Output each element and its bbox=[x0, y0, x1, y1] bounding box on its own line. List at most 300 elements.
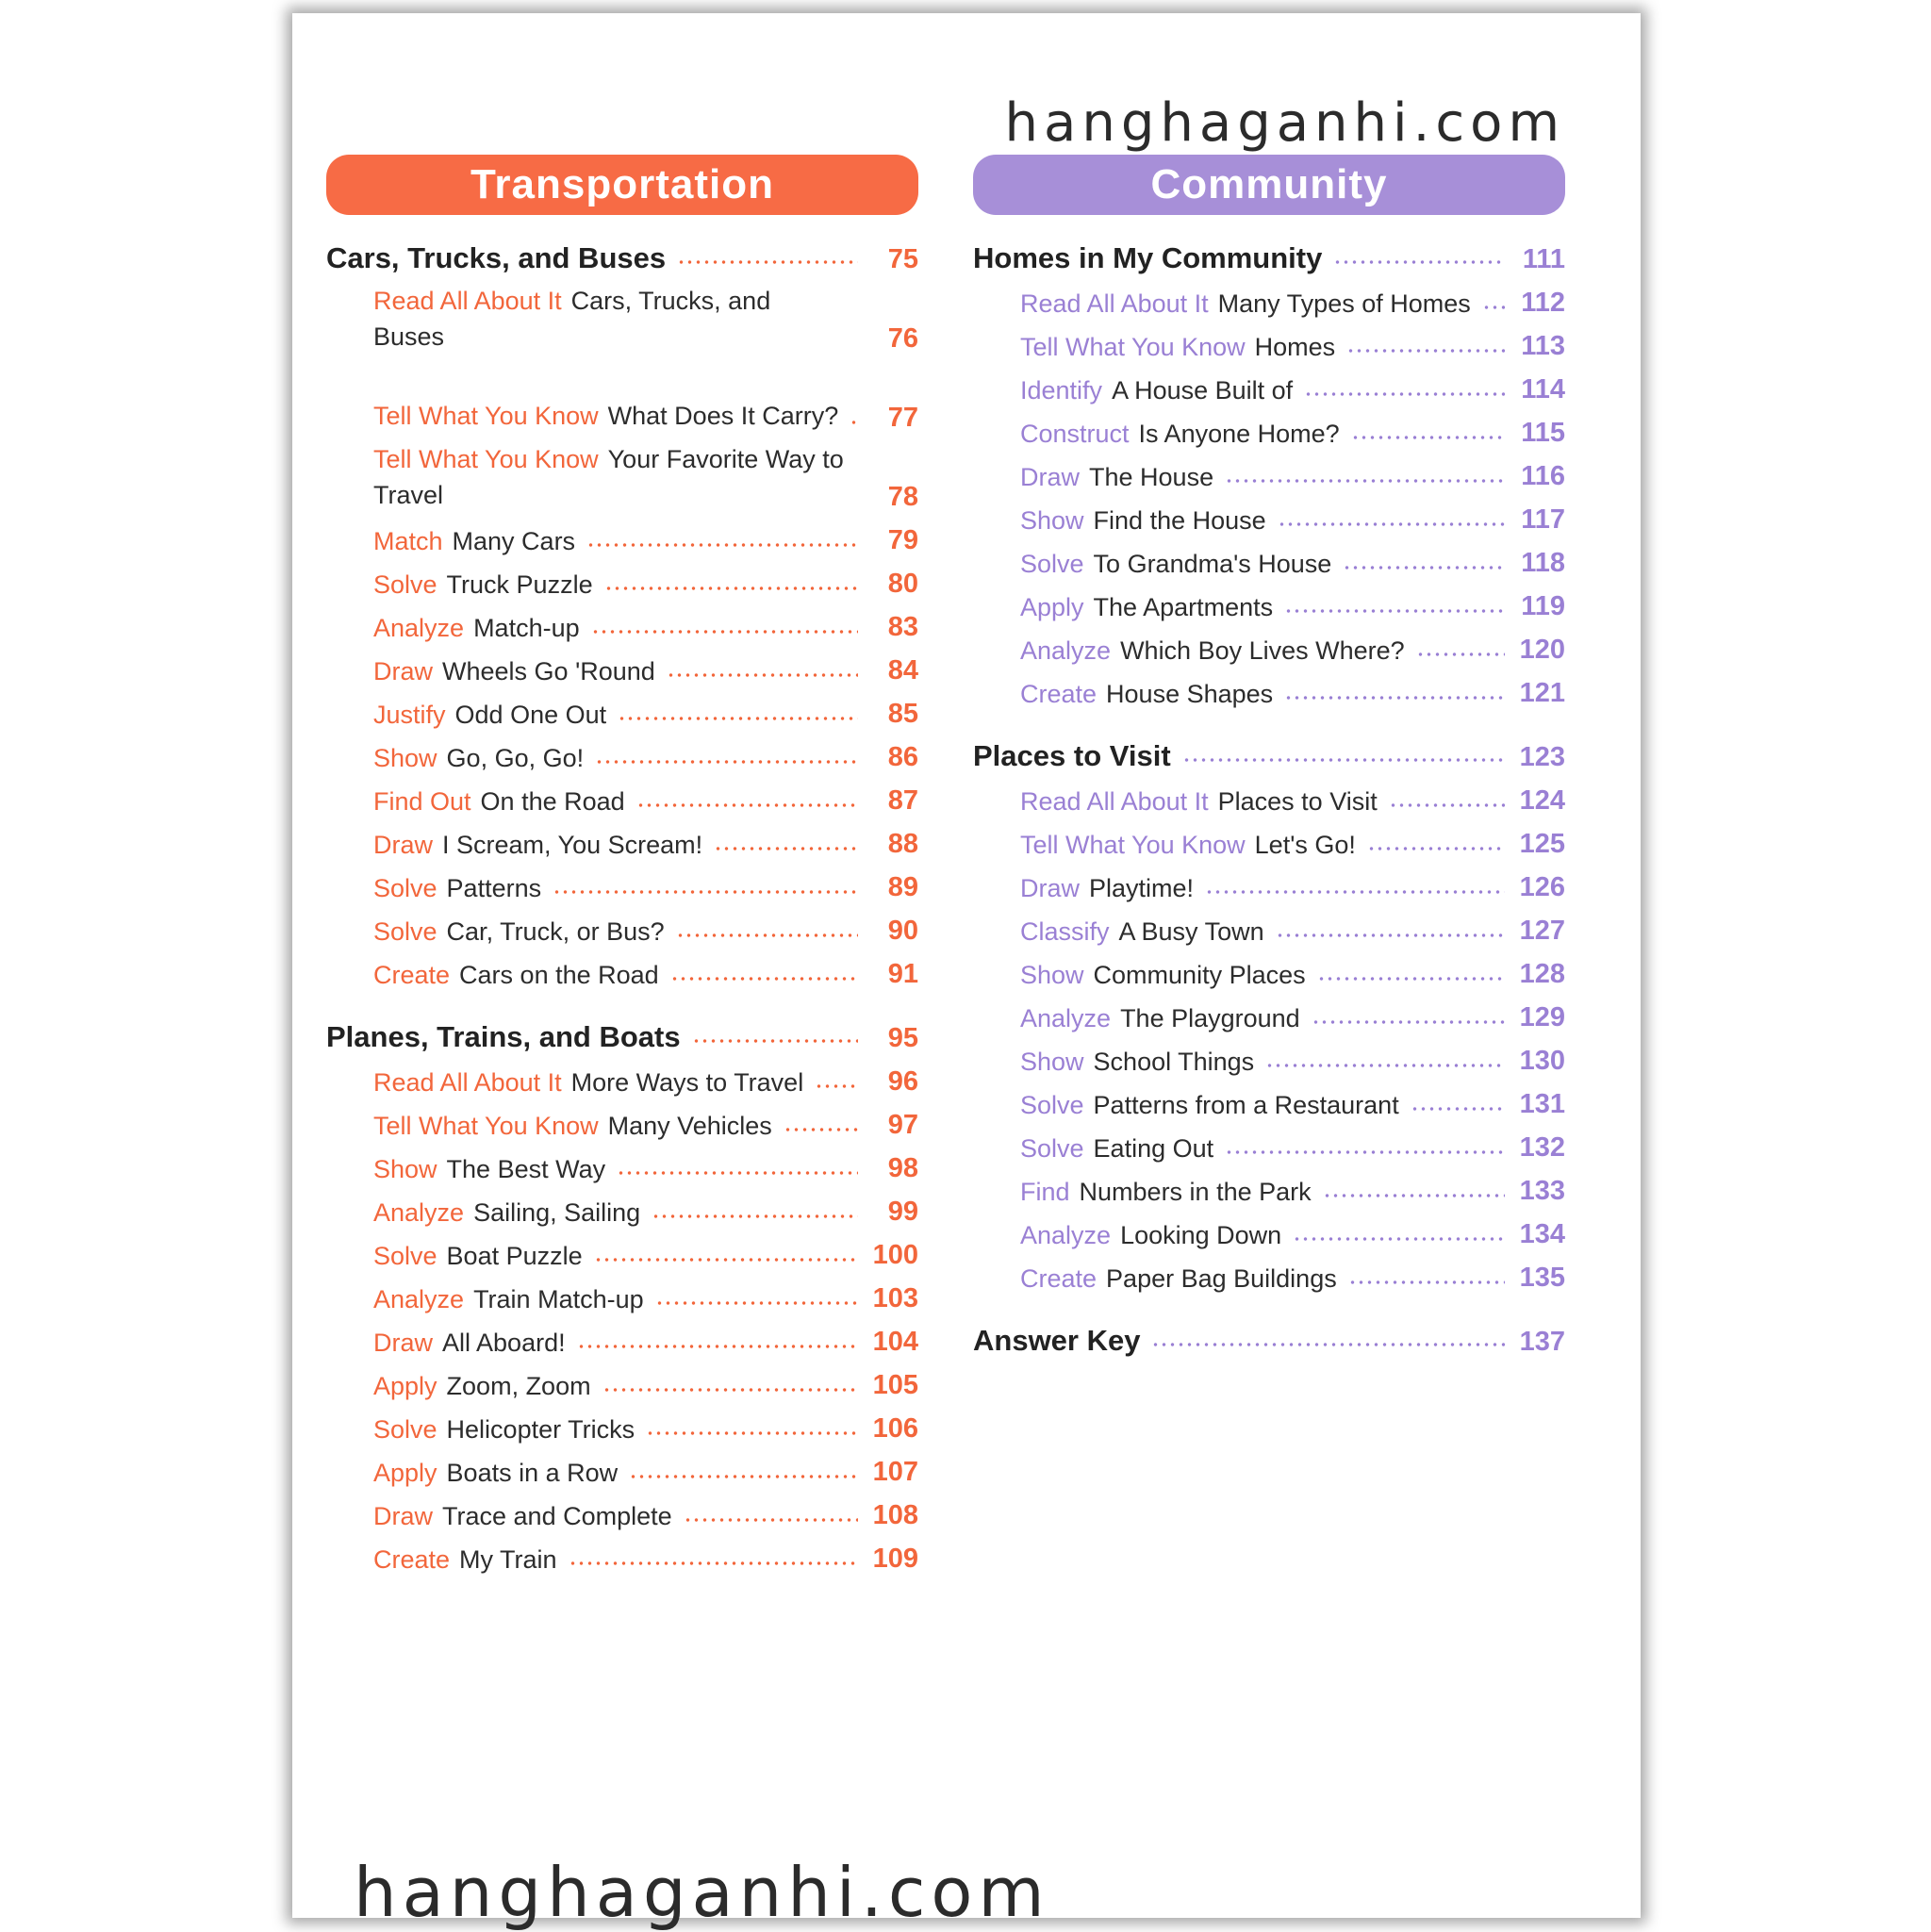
entry-verb: Show bbox=[373, 1155, 437, 1183]
entry-title: More Ways to Travel bbox=[570, 1068, 804, 1097]
entry-text bbox=[373, 441, 847, 513]
entry-page: 131 bbox=[1519, 1089, 1565, 1119]
entry-text bbox=[373, 398, 838, 434]
entry-text bbox=[373, 1198, 640, 1228]
dot-leader bbox=[569, 1561, 858, 1565]
toc-entry[interactable] bbox=[326, 1314, 918, 1358]
entry-verb: Draw bbox=[373, 657, 434, 685]
entry-text bbox=[373, 570, 593, 600]
toc-entry[interactable] bbox=[326, 1054, 918, 1098]
entry-page: 124 bbox=[1519, 785, 1565, 816]
entry-page: 113 bbox=[1521, 331, 1565, 361]
entry-text bbox=[373, 657, 655, 686]
entry-verb: Solve bbox=[1020, 550, 1084, 578]
entry-text bbox=[373, 1155, 605, 1184]
toc-entry[interactable] bbox=[326, 817, 918, 860]
entry-page: 105 bbox=[872, 1370, 918, 1400]
entry-text bbox=[1020, 787, 1378, 817]
entry-title: Truck Puzzle bbox=[446, 570, 593, 599]
toc-section bbox=[326, 226, 918, 990]
entry-page: 135 bbox=[1519, 1263, 1565, 1293]
entry-title: Helicopter Tricks bbox=[446, 1415, 635, 1444]
entry-title: Patterns bbox=[446, 874, 542, 902]
dot-leader bbox=[1225, 1150, 1505, 1154]
toc-entry[interactable] bbox=[326, 947, 918, 990]
dot-leader bbox=[577, 1345, 858, 1348]
community-column bbox=[973, 155, 1565, 1358]
transportation-sections bbox=[326, 226, 918, 1575]
entry-text bbox=[373, 1242, 583, 1271]
entry-page: 87 bbox=[887, 785, 918, 816]
dot-leader bbox=[595, 760, 858, 764]
entry-verb: Draw bbox=[373, 831, 434, 859]
toc-entry[interactable] bbox=[326, 1228, 918, 1271]
entry-title: The Playground bbox=[1120, 1004, 1300, 1032]
entry-title: Car, Truck, or Bus? bbox=[446, 917, 665, 946]
dot-leader bbox=[684, 1518, 858, 1522]
entry-verb: Draw bbox=[373, 1329, 434, 1357]
dot-leader bbox=[1312, 1020, 1505, 1024]
entry-text bbox=[373, 614, 580, 643]
entry-page: 85 bbox=[887, 699, 918, 729]
entry-verb: Tell What You Know bbox=[373, 445, 599, 473]
toc-entry[interactable] bbox=[326, 1098, 918, 1141]
entry-page: 84 bbox=[887, 655, 918, 685]
entry-title: Eating Out bbox=[1093, 1134, 1214, 1163]
entry-page: 107 bbox=[872, 1457, 918, 1487]
entry-page: 97 bbox=[887, 1110, 918, 1140]
entry-title: Patterns from a Restaurant bbox=[1093, 1091, 1399, 1119]
toc-entry[interactable] bbox=[973, 947, 1565, 990]
entry-text bbox=[373, 527, 575, 556]
entry-title: Zoom, Zoom bbox=[446, 1372, 591, 1400]
entry-page: 79 bbox=[887, 525, 918, 555]
dot-leader bbox=[670, 977, 858, 981]
entry-verb: Analyze bbox=[373, 614, 465, 642]
community-banner: Community bbox=[973, 155, 1565, 215]
entry-verb: Tell What You Know bbox=[1020, 831, 1246, 859]
toc-entry[interactable] bbox=[973, 773, 1565, 817]
answer-key-title: Answer Key bbox=[973, 1324, 1141, 1357]
entry-verb: Draw bbox=[1020, 463, 1081, 491]
toc-entry[interactable] bbox=[973, 405, 1565, 449]
entry-verb: Draw bbox=[1020, 874, 1081, 902]
entry-title: To Grandma's House bbox=[1093, 550, 1332, 578]
toc-entry[interactable] bbox=[326, 903, 918, 947]
entry-text bbox=[1020, 289, 1471, 319]
toc-entry[interactable] bbox=[326, 1358, 918, 1401]
toc-entry[interactable] bbox=[973, 1077, 1565, 1120]
entry-title: Cars, Trucks, and Buses bbox=[373, 287, 771, 351]
dot-leader bbox=[1343, 566, 1505, 570]
entry-title: Go, Go, Go! bbox=[446, 744, 585, 772]
entry-verb: Show bbox=[1020, 506, 1084, 535]
entry-page: 129 bbox=[1519, 1002, 1565, 1032]
dot-leader bbox=[1278, 522, 1505, 526]
entry-verb: Solve bbox=[373, 917, 437, 946]
entry-title: What Does It Carry? bbox=[607, 402, 839, 430]
entry-page: 106 bbox=[872, 1413, 918, 1444]
entry-text bbox=[373, 961, 659, 990]
entry-verb: Solve bbox=[373, 874, 437, 902]
entry-verb: Create bbox=[373, 1545, 451, 1574]
entry-text bbox=[373, 1068, 803, 1098]
toc-entry[interactable] bbox=[326, 730, 918, 773]
entry-title: Boats in a Row bbox=[446, 1459, 619, 1487]
entry-title: My Train bbox=[459, 1545, 557, 1574]
toc-entry[interactable] bbox=[973, 666, 1565, 709]
entry-text bbox=[1020, 550, 1331, 579]
entry-title: Community Places bbox=[1093, 961, 1306, 989]
entry-page: 120 bbox=[1519, 635, 1565, 665]
toc-entry[interactable] bbox=[326, 1184, 918, 1228]
entry-page: 100 bbox=[872, 1240, 918, 1270]
dot-leader bbox=[1333, 260, 1505, 264]
toc-entry[interactable] bbox=[973, 319, 1565, 362]
entry-title: The Apartments bbox=[1093, 593, 1274, 621]
entry-text bbox=[1020, 376, 1293, 405]
toc-entry[interactable] bbox=[973, 817, 1565, 860]
toc-entry[interactable] bbox=[326, 773, 918, 817]
toc-entry[interactable] bbox=[973, 536, 1565, 579]
dot-leader bbox=[604, 586, 858, 590]
entry-verb: Show bbox=[1020, 1048, 1084, 1076]
transportation-column bbox=[326, 155, 918, 1590]
entry-verb: Read All About It bbox=[1020, 787, 1209, 816]
toc-entry[interactable] bbox=[326, 1488, 918, 1531]
entry-text bbox=[1020, 420, 1340, 449]
toc-entry[interactable] bbox=[326, 513, 918, 556]
entry-page: 133 bbox=[1519, 1176, 1565, 1206]
entry-text bbox=[1020, 1004, 1300, 1033]
entry-text bbox=[373, 1545, 557, 1575]
watermark-bottom: hanghaganhi.com bbox=[354, 1853, 1050, 1932]
entry-page: 114 bbox=[1521, 374, 1565, 405]
entry-page: 121 bbox=[1519, 678, 1565, 708]
toc-entry[interactable] bbox=[973, 622, 1565, 666]
dot-leader bbox=[1284, 696, 1505, 700]
toc-entry[interactable] bbox=[326, 643, 918, 686]
entry-text bbox=[1020, 680, 1273, 709]
entry-title: A Busy Town bbox=[1118, 917, 1264, 946]
entry-text bbox=[1020, 831, 1356, 860]
section-page: 95 bbox=[887, 1023, 918, 1053]
entry-page: 134 bbox=[1519, 1219, 1565, 1249]
toc-entry[interactable] bbox=[326, 1531, 918, 1575]
dot-leader bbox=[1348, 1280, 1505, 1284]
dot-leader bbox=[618, 717, 858, 720]
entry-text bbox=[373, 744, 584, 773]
entry-title: Many Vehicles bbox=[607, 1112, 772, 1140]
entry-title: Playtime! bbox=[1089, 874, 1195, 902]
toc-entry[interactable] bbox=[973, 1033, 1565, 1077]
entry-text bbox=[373, 1372, 591, 1401]
entry-text bbox=[1020, 1091, 1399, 1120]
entry-page: 99 bbox=[887, 1197, 918, 1227]
entry-title: All Aboard! bbox=[442, 1329, 566, 1357]
entry-title: The House bbox=[1089, 463, 1214, 491]
entry-title: Paper Bag Buildings bbox=[1106, 1264, 1337, 1293]
entry-verb: Match bbox=[373, 527, 443, 555]
entry-verb: Read All About It bbox=[373, 287, 562, 315]
entry-verb: Analyze bbox=[1020, 636, 1112, 665]
dot-leader bbox=[1416, 652, 1505, 656]
entry-page: 78 bbox=[887, 482, 918, 512]
entry-page: 80 bbox=[887, 569, 918, 599]
entry-title: Match-up bbox=[473, 614, 580, 642]
dot-leader bbox=[646, 1431, 858, 1435]
entry-page: 77 bbox=[887, 403, 918, 433]
toc-section bbox=[973, 724, 1565, 1294]
entry-text bbox=[1020, 636, 1405, 666]
answer-key-page: 137 bbox=[1519, 1327, 1565, 1357]
entry-title: Places to Visit bbox=[1217, 787, 1378, 816]
toc-entry[interactable] bbox=[326, 860, 918, 903]
entry-page: 130 bbox=[1519, 1046, 1565, 1076]
toc-entry[interactable] bbox=[973, 449, 1565, 492]
entry-page: 116 bbox=[1521, 461, 1565, 491]
entry-page: 115 bbox=[1521, 418, 1565, 448]
toc-entry[interactable] bbox=[973, 362, 1565, 405]
entry-text bbox=[373, 283, 847, 355]
dot-leader bbox=[1225, 479, 1505, 483]
dot-leader bbox=[1151, 1343, 1505, 1346]
dot-leader bbox=[602, 1388, 858, 1392]
entry-verb: Create bbox=[373, 961, 451, 989]
entry-text bbox=[373, 917, 665, 947]
entry-title: Train Match-up bbox=[473, 1285, 644, 1313]
entry-title: Which Boy Lives Where? bbox=[1120, 636, 1405, 665]
toc-entry[interactable] bbox=[973, 492, 1565, 536]
entry-page: 90 bbox=[887, 916, 918, 946]
entry-title: The Best Way bbox=[446, 1155, 606, 1183]
entry-text bbox=[1020, 917, 1264, 947]
toc-entry[interactable] bbox=[326, 275, 918, 355]
entry-page: 128 bbox=[1519, 959, 1565, 989]
entry-verb: Identify bbox=[1020, 376, 1103, 405]
section-heading-row[interactable] bbox=[326, 1005, 918, 1054]
toc-entry[interactable] bbox=[326, 1271, 918, 1314]
entry-text bbox=[1020, 874, 1194, 903]
entry-verb: Analyze bbox=[373, 1285, 465, 1313]
dot-leader bbox=[784, 1128, 858, 1131]
entry-verb: Draw bbox=[373, 1502, 434, 1530]
dot-leader bbox=[667, 673, 858, 677]
entry-title: Is Anyone Home? bbox=[1138, 420, 1340, 448]
entry-page: 104 bbox=[872, 1327, 918, 1357]
entry-title: Looking Down bbox=[1120, 1221, 1282, 1249]
entry-page: 86 bbox=[887, 742, 918, 772]
entry-title: Cars on the Road bbox=[459, 961, 659, 989]
entry-verb: Find bbox=[1020, 1178, 1070, 1206]
toc-entry[interactable] bbox=[973, 860, 1565, 903]
dot-leader bbox=[1293, 1237, 1505, 1241]
entry-verb: Create bbox=[1020, 680, 1098, 708]
entry-verb: Solve bbox=[373, 1415, 437, 1444]
entry-text bbox=[373, 1329, 566, 1358]
entry-page: 83 bbox=[887, 612, 918, 642]
section-title: Homes in My Community bbox=[973, 241, 1323, 274]
section-title: Cars, Trucks, and Buses bbox=[326, 241, 667, 274]
entry-text bbox=[373, 874, 541, 903]
entry-verb: Solve bbox=[373, 570, 437, 599]
transportation-banner: Transportation bbox=[326, 155, 918, 215]
entry-text bbox=[1020, 463, 1213, 492]
dot-leader bbox=[594, 1258, 858, 1262]
dot-leader bbox=[1389, 803, 1505, 807]
entry-verb: Analyze bbox=[1020, 1221, 1112, 1249]
entry-text bbox=[1020, 1048, 1254, 1077]
section-title: Planes, Trains, and Boats bbox=[326, 1020, 681, 1053]
section-page: 123 bbox=[1519, 742, 1565, 772]
entry-text bbox=[373, 1112, 772, 1141]
entry-page: 132 bbox=[1519, 1132, 1565, 1163]
dot-leader bbox=[1265, 1064, 1505, 1067]
entry-title: Your Favorite Way to Travel bbox=[373, 445, 844, 509]
toc-entry[interactable] bbox=[973, 579, 1565, 622]
section-heading-row[interactable] bbox=[326, 226, 918, 275]
entry-verb: Create bbox=[1020, 1264, 1098, 1293]
dot-leader bbox=[815, 1084, 858, 1088]
section-title: Places to Visit bbox=[973, 739, 1171, 772]
entry-verb: Apply bbox=[373, 1459, 437, 1487]
entry-text bbox=[373, 1459, 618, 1488]
entry-verb: Construct bbox=[1020, 420, 1130, 448]
toc-entry[interactable] bbox=[326, 686, 918, 730]
entry-text bbox=[373, 1502, 672, 1531]
toc-entry[interactable] bbox=[326, 1141, 918, 1184]
entry-title: House Shapes bbox=[1106, 680, 1274, 708]
dot-leader bbox=[677, 260, 858, 264]
dot-leader bbox=[1205, 890, 1505, 894]
section-page: 111 bbox=[1522, 244, 1565, 274]
section-heading-row[interactable] bbox=[973, 226, 1565, 275]
entry-title: Trace and Complete bbox=[442, 1502, 672, 1530]
entry-title: I Scream, You Scream! bbox=[442, 831, 703, 859]
toc-entry[interactable] bbox=[973, 275, 1565, 319]
toc-entry[interactable] bbox=[326, 1445, 918, 1488]
entry-verb: Read All About It bbox=[373, 1068, 562, 1097]
entry-text bbox=[1020, 1178, 1312, 1207]
entry-verb: Apply bbox=[1020, 593, 1084, 621]
entry-verb: Tell What You Know bbox=[373, 402, 599, 430]
entry-page: 112 bbox=[1521, 288, 1565, 318]
dot-leader bbox=[1304, 392, 1505, 396]
toc-entry[interactable] bbox=[326, 1401, 918, 1445]
entry-page: 98 bbox=[887, 1153, 918, 1183]
entry-title: Numbers in the Park bbox=[1079, 1178, 1312, 1206]
entry-title: Find the House bbox=[1093, 506, 1266, 535]
entry-verb: Classify bbox=[1020, 917, 1110, 946]
entry-page: 89 bbox=[887, 872, 918, 902]
dot-leader bbox=[629, 1475, 858, 1478]
entry-text bbox=[1020, 1221, 1281, 1250]
entry-title: School Things bbox=[1093, 1048, 1255, 1076]
entry-verb: Find Out bbox=[373, 787, 471, 816]
toc-entry[interactable] bbox=[973, 990, 1565, 1033]
entry-title: Homes bbox=[1254, 333, 1336, 361]
entry-verb: Tell What You Know bbox=[373, 1112, 599, 1140]
entry-title: Sailing, Sailing bbox=[473, 1198, 641, 1227]
dot-leader bbox=[714, 847, 858, 850]
entry-text bbox=[1020, 1134, 1213, 1164]
dot-leader bbox=[1323, 1194, 1505, 1197]
dot-leader bbox=[1276, 933, 1505, 937]
dot-leader bbox=[1182, 758, 1505, 762]
entry-verb: Show bbox=[373, 744, 437, 772]
entry-text bbox=[1020, 333, 1335, 362]
toc-entry[interactable] bbox=[973, 1207, 1565, 1250]
entry-verb: Show bbox=[1020, 961, 1084, 989]
toc-entry[interactable] bbox=[973, 903, 1565, 947]
dot-leader bbox=[1351, 436, 1505, 439]
entry-page: 118 bbox=[1521, 548, 1565, 578]
entry-verb: Analyze bbox=[373, 1198, 465, 1227]
entry-verb: Tell What You Know bbox=[1020, 333, 1246, 361]
entry-page: 119 bbox=[1521, 591, 1565, 621]
entry-title: Let's Go! bbox=[1254, 831, 1356, 859]
entry-verb: Solve bbox=[1020, 1134, 1084, 1163]
entry-title: Boat Puzzle bbox=[446, 1242, 583, 1270]
answer-key-row[interactable] bbox=[973, 1309, 1565, 1358]
entry-title: Wheels Go 'Round bbox=[442, 657, 655, 685]
entry-text bbox=[1020, 961, 1306, 990]
entry-text bbox=[1020, 506, 1266, 536]
dot-leader bbox=[553, 890, 858, 894]
dot-leader bbox=[676, 933, 858, 937]
community-sections bbox=[973, 226, 1565, 1294]
entry-page: 117 bbox=[1521, 504, 1565, 535]
toc-entry[interactable] bbox=[326, 355, 918, 434]
entry-text bbox=[373, 701, 606, 730]
entry-page: 103 bbox=[872, 1283, 918, 1313]
dot-leader bbox=[617, 1171, 858, 1175]
toc-entry[interactable] bbox=[326, 434, 918, 513]
dot-leader bbox=[1482, 305, 1505, 309]
toc-section bbox=[973, 226, 1565, 709]
entry-text bbox=[373, 787, 625, 817]
entry-title: On the Road bbox=[480, 787, 625, 816]
entry-text bbox=[1020, 593, 1273, 622]
dot-leader bbox=[692, 1039, 858, 1043]
toc-entry[interactable] bbox=[973, 1120, 1565, 1164]
entry-text bbox=[373, 1415, 635, 1445]
entry-verb: Analyze bbox=[1020, 1004, 1112, 1032]
dot-leader bbox=[1367, 847, 1505, 850]
book-page bbox=[292, 13, 1641, 1918]
entry-page: 126 bbox=[1519, 872, 1565, 902]
entry-page: 76 bbox=[887, 323, 918, 354]
entry-verb: Solve bbox=[1020, 1091, 1084, 1119]
entry-page: 127 bbox=[1519, 916, 1565, 946]
entry-title: Many Cars bbox=[452, 527, 576, 555]
section-heading-row[interactable] bbox=[973, 724, 1565, 773]
toc-entry[interactable] bbox=[973, 1164, 1565, 1207]
entry-text bbox=[373, 831, 702, 860]
section-page: 75 bbox=[887, 244, 918, 274]
dot-leader bbox=[850, 421, 858, 424]
toc-entry[interactable] bbox=[973, 1250, 1565, 1294]
dot-leader bbox=[591, 630, 858, 634]
toc-entry[interactable] bbox=[326, 600, 918, 643]
entry-page: 96 bbox=[887, 1066, 918, 1097]
entry-title: Odd One Out bbox=[454, 701, 607, 729]
toc-section bbox=[326, 1005, 918, 1575]
watermark-top: hanghaganhi.com bbox=[1004, 92, 1565, 154]
toc-entry[interactable] bbox=[326, 556, 918, 600]
entry-page: 109 bbox=[872, 1544, 918, 1574]
entry-page: 91 bbox=[887, 959, 918, 989]
